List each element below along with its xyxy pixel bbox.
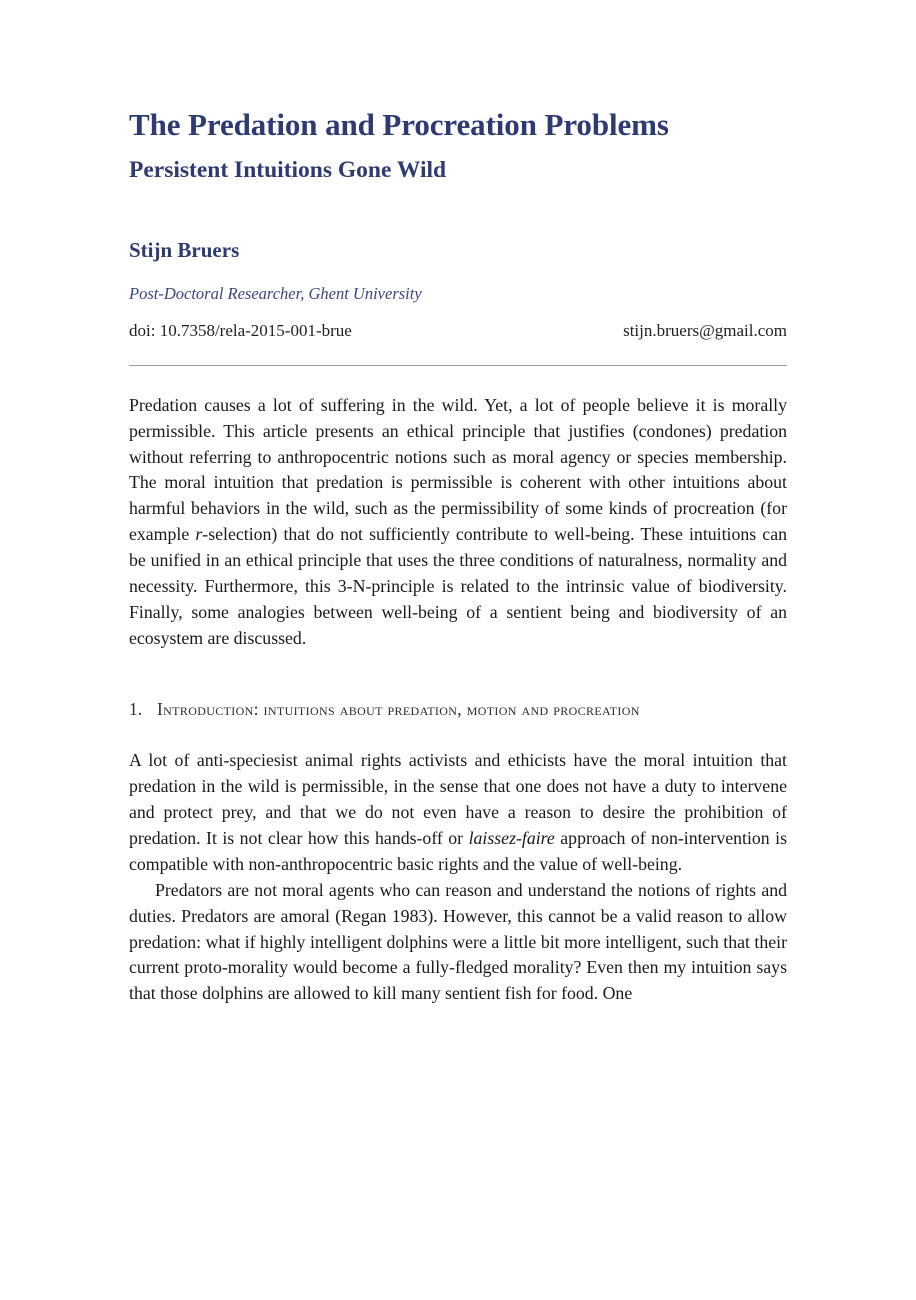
doi-text[interactable]: doi: 10.7358/rela-2015-001-brue (129, 320, 352, 340)
abstract-italic-term: r (195, 524, 203, 545)
author-email[interactable]: stijn.bruers@gmail.com (623, 320, 787, 340)
page-subtitle: Persistent Intuitions Gone Wild (129, 156, 447, 183)
author-name: Stijn Bruers (129, 237, 240, 262)
paragraph-1-part-1: A lot of anti-speciesist animal rights activists and ethicists have the moral intuition that predation in the wild is permissible, in the sense that one does not have a duty to intervene and protect prey, and that we do not even have a reason to desire the prohibition of predation. It is not clear how this hands-off or (129, 750, 787, 848)
abstract-text-part-2: -selection) that do not sufficiently contribute to well-being. These intuitions can be unified in an ethical principle that uses the three conditions of naturalness, normality and necessity. Furthermore, this 3-N-principle is related to the intrinsic value of biodiversity. Finally, some analogies between well-being of a sentient being and biodiversity of an ecosystem are discussed. (129, 524, 787, 648)
section-heading (129, 652, 787, 722)
document-page (129, 0, 787, 1007)
section-number: 1. (129, 698, 143, 719)
body-paragraph-1 (129, 721, 787, 877)
author-affiliation: Post-Doctoral Researcher, Ghent University (129, 283, 422, 303)
abstract-text-part-1: Predation causes a lot of suffering in the wild. Yet, a lot of people believe it is morally permissible. This article presents an ethical principle that justifies (condones) predation without referring to anthropocentric notions such as moral agency or species membership. The moral intuition that predation is permissible is coherent with other intuitions about harmful behaviors in the wild, such as the permissibility of some kinds of procreation (for example (129, 394, 787, 545)
metadata-row (129, 304, 787, 341)
abstract-paragraph (129, 366, 787, 652)
paragraph-1-part-2: approach of non-intervention is compatible with non-anthropocentric basic rights and the value of well-being. (129, 827, 787, 874)
paragraph-1-italic-term: laissez-faire (468, 827, 555, 848)
section-title: Introduction: intuitions about predation, motion and procreation (157, 698, 640, 719)
body-paragraph-2 (129, 878, 787, 1007)
page-title: The Predation and Procreation Problems (129, 107, 669, 142)
paragraph-2-part-1: Predators are not moral agents who can reason and understand the notions of rights and duties. Predators are amoral (Regan 1983). However, this cannot be a valid reason to allow predation: what if highly intelligent dolphins were a little bit more intelligent, such that their current proto-morality would become a fully-fledged morality? Even then my intuition says that those dolphins are allowed to kill many sentient fish for food. One (129, 879, 787, 1004)
